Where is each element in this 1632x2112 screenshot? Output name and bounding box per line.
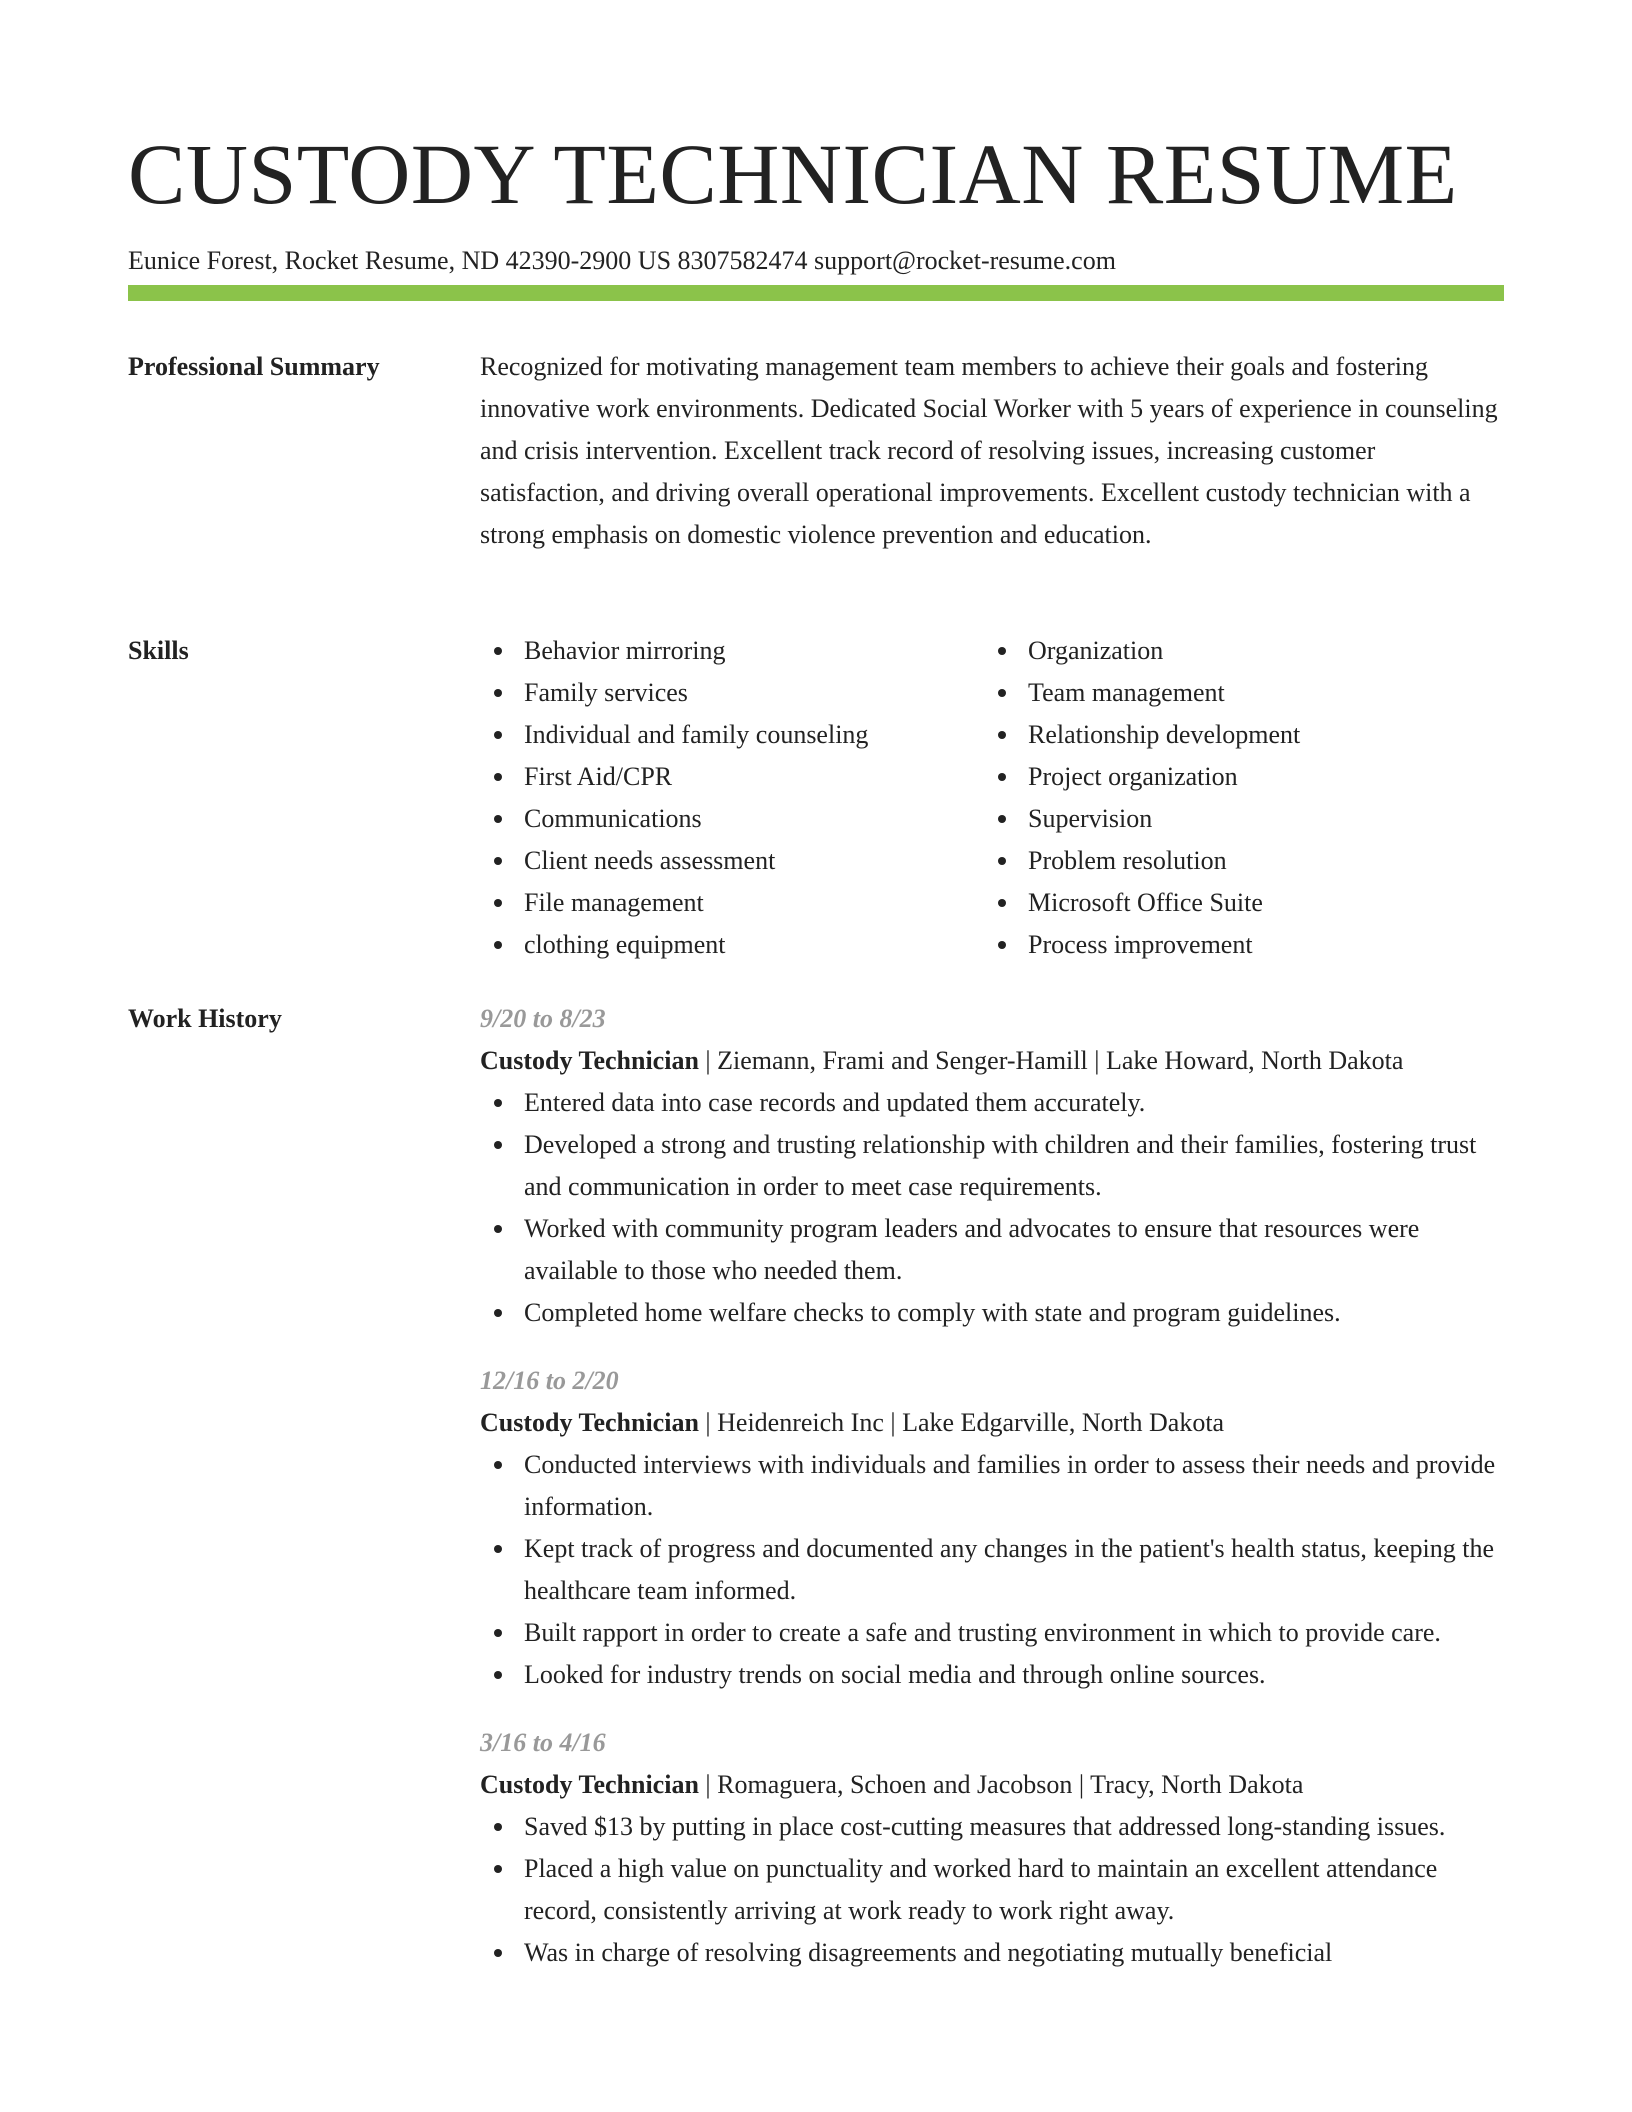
- job-title: Custody Technician: [480, 1408, 699, 1437]
- job-bullet: Worked with community program leaders and advocates to ensure that resources were available to those who needed them.: [480, 1208, 1504, 1292]
- skill-item: Communications: [480, 798, 868, 840]
- work-history-section: [128, 998, 1504, 2112]
- job-bullet: Kept track of progress and documented any changes in the patient's health status, keeping the healthcare team informed.: [480, 1528, 1504, 1612]
- skill-item: Family services: [480, 672, 868, 714]
- contact-line: Eunice Forest, Rocket Resume, ND 42390-2900 US 8307582474 support@rocket-resume.com: [128, 246, 1116, 275]
- summary-section: [128, 346, 1504, 598]
- skill-item: Organization: [984, 630, 1300, 672]
- skills-heading: Skills: [128, 636, 189, 665]
- skill-item: Behavior mirroring: [480, 630, 868, 672]
- job-bullet: Completed home welfare checks to comply with state and program guidelines.: [480, 1292, 1504, 1334]
- job-entry: [480, 998, 1504, 1334]
- job-title: Custody Technician: [480, 1046, 699, 1075]
- separator: |: [698, 1046, 718, 1075]
- job-title: Custody Technician: [480, 1770, 699, 1799]
- resume-header: [128, 118, 1504, 278]
- job-location: Lake Edgarville, North Dakota: [902, 1408, 1225, 1437]
- job-bullet: Built rapport in order to create a safe and trusting environment in which to provide care.: [480, 1612, 1504, 1654]
- separator: |: [1072, 1770, 1091, 1799]
- skill-item: Supervision: [984, 798, 1300, 840]
- skill-item: Individual and family counseling: [480, 714, 868, 756]
- skills-section: [128, 630, 1504, 970]
- work-history-list: [480, 998, 1504, 2000]
- company-name: Heidenreich Inc: [717, 1408, 884, 1437]
- summary-text: Recognized for motivating management team members to achieve their goals and fostering innovative work environments. Dedicated Social Worker with 5 years of experience in counseling and crisis intervention. Excellent track record of resolving issues, increasing customer satisfaction, and driving overall operational improvements. Excellent custody technician with a strong emphasis on domestic violence prevention and education.: [480, 352, 1498, 549]
- separator: |: [698, 1408, 718, 1437]
- job-entry: [480, 1722, 1504, 1974]
- skill-item: First Aid/CPR: [480, 756, 868, 798]
- skill-item: File management: [480, 882, 868, 924]
- job-dates: 9/20 to 8/23: [480, 1004, 606, 1033]
- job-bullet: Developed a strong and trusting relationship with children and their families, fostering trust and communication in order to meet case requirements.: [480, 1124, 1504, 1208]
- job-entry: [480, 1360, 1504, 1696]
- job-header-line: [480, 1402, 1504, 1444]
- skill-item: Project organization: [984, 756, 1300, 798]
- job-location: Lake Howard, North Dakota: [1105, 1046, 1404, 1075]
- job-bullet-list: [480, 1082, 1504, 1334]
- skill-item: Team management: [984, 672, 1300, 714]
- separator: |: [1087, 1046, 1106, 1075]
- job-header-line: [480, 1764, 1504, 1806]
- skill-item: Process improvement: [984, 924, 1300, 966]
- skill-item: clothing equipment: [480, 924, 868, 966]
- job-bullet: Placed a high value on punctuality and worked hard to maintain an excellent attendance record, consistently arriving at work ready to work right away.: [480, 1848, 1504, 1932]
- job-location: Tracy, North Dakota: [1090, 1770, 1304, 1799]
- job-bullet: Saved $13 by putting in place cost-cutting measures that addressed long-standing issues.: [480, 1806, 1504, 1848]
- job-bullet: Looked for industry trends on social media and through online sources.: [480, 1654, 1504, 1696]
- summary-heading: Professional Summary: [128, 352, 380, 381]
- skill-item: Relationship development: [984, 714, 1300, 756]
- company-name: Romaguera, Schoen and Jacobson: [717, 1770, 1073, 1799]
- job-header-line: [480, 1040, 1504, 1082]
- job-bullet-list: [480, 1806, 1504, 1974]
- skill-item: Microsoft Office Suite: [984, 882, 1300, 924]
- separator: |: [698, 1770, 718, 1799]
- job-dates: 12/16 to 2/20: [480, 1366, 619, 1395]
- company-name: Ziemann, Frami and Senger-Hamill: [717, 1046, 1088, 1075]
- job-dates: 3/16 to 4/16: [480, 1728, 606, 1757]
- separator: |: [883, 1408, 903, 1437]
- job-bullet: Conducted interviews with individuals and families in order to assess their needs and provide information.: [480, 1444, 1504, 1528]
- work-history-heading: Work History: [128, 1004, 282, 1033]
- skill-item: Client needs assessment: [480, 840, 868, 882]
- accent-divider: [128, 285, 1504, 301]
- skill-item: Problem resolution: [984, 840, 1300, 882]
- skills-list-right: [984, 630, 1300, 966]
- skills-list-left: [480, 630, 868, 966]
- job-bullet: Entered data into case records and updated them accurately.: [480, 1082, 1504, 1124]
- job-bullet: Was in charge of resolving disagreements and negotiating mutually beneficial: [480, 1932, 1504, 1974]
- job-bullet-list: [480, 1444, 1504, 1696]
- resume-title: CUSTODY TECHNICIAN RESUME: [128, 126, 1458, 222]
